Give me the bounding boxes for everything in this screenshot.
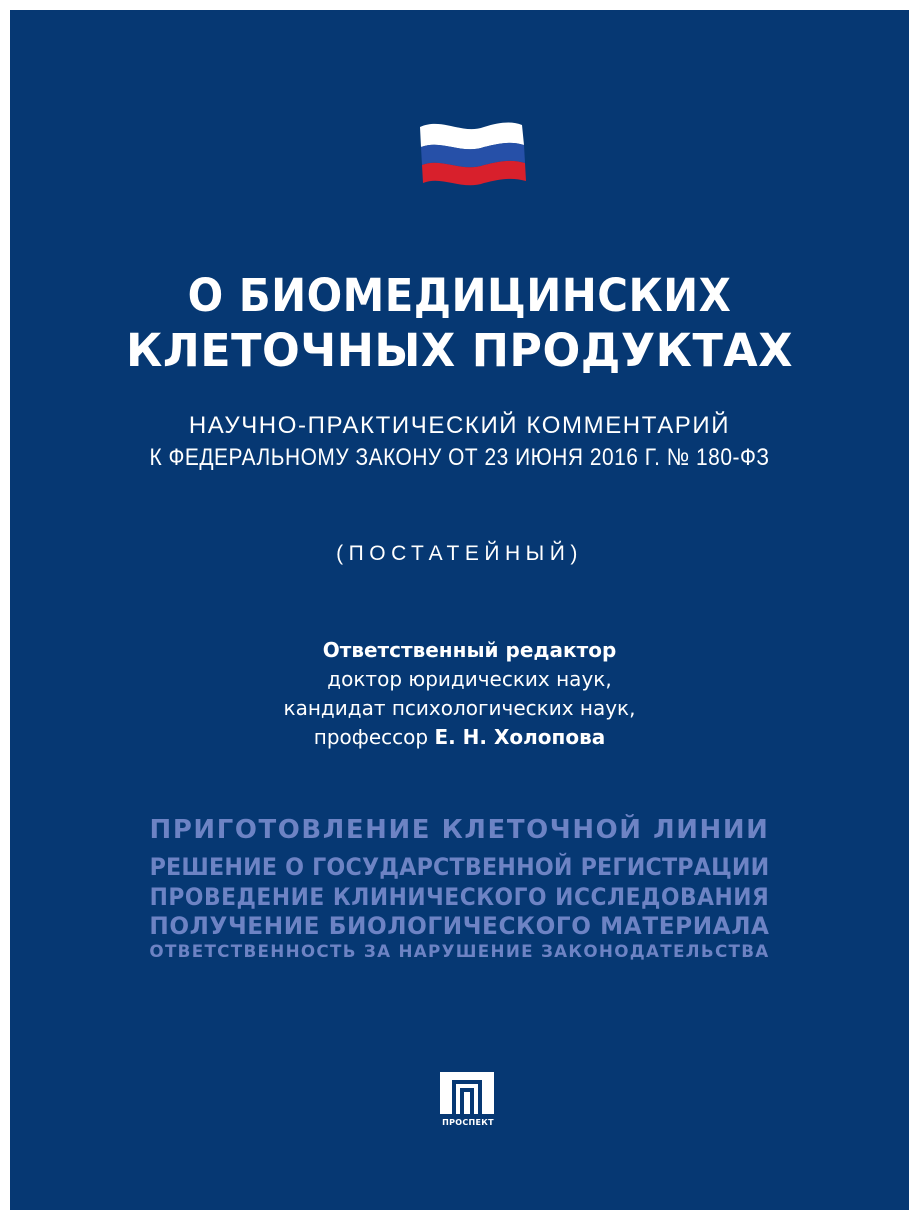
topic-item: ПРИГОТОВЛЕНИЕ КЛЕТОЧНОЙ ЛИНИИ [149, 815, 770, 845]
article-note: (ПОСТАТЕЙНЫЙ) [336, 542, 583, 565]
topic-item: ПОЛУЧЕНИЕ БИОЛОГИЧЕСКОГО МАТЕРИАЛА [149, 912, 770, 940]
book-title-line-2: КЛЕТОЧНЫХ ПРОДУКТАХ [126, 324, 793, 377]
editor-degree-2: кандидат психологических наук, [283, 696, 636, 720]
subtitle-line-1: НАУЧНО-ПРАКТИЧЕСКИЙ КОММЕНТАРИЙ [188, 412, 731, 439]
editor-degree-1: доктор юридических наук, [327, 667, 612, 691]
book-cover [10, 10, 909, 1210]
russian-flag-icon [412, 117, 528, 189]
subtitle-line-2: К ФЕДЕРАЛЬНОМУ ЗАКОНУ ОТ 23 ИЮНЯ 2016 Г. № 180-ФЗ [149, 444, 770, 471]
topic-item: РЕШЕНИЕ О ГОСУДАРСТВЕННОЙ РЕГИСТРАЦИИ [149, 853, 770, 881]
editor-role: Ответственный редактор [322, 638, 617, 662]
publisher-logo [438, 1072, 498, 1132]
arch-logo-icon [440, 1072, 494, 1114]
editor-name-line [10, 723, 909, 752]
topic-item: ОТВЕТСТВЕННОСТЬ ЗА НАРУШЕНИЕ ЗАКОНОДАТЕЛЬСТВА [149, 942, 770, 962]
publisher-name: ПРОСПЕКТ [442, 1118, 494, 1127]
topic-item: ПРОВЕДЕНИЕ КЛИНИЧЕСКОГО ИССЛЕДОВАНИЯ [149, 883, 770, 911]
editor-name: Е. Н. Холопова [434, 725, 606, 749]
book-title-line-1: О БИОМЕДИЦИНСКИХ [187, 269, 732, 322]
editor-position: профессор [313, 725, 429, 749]
